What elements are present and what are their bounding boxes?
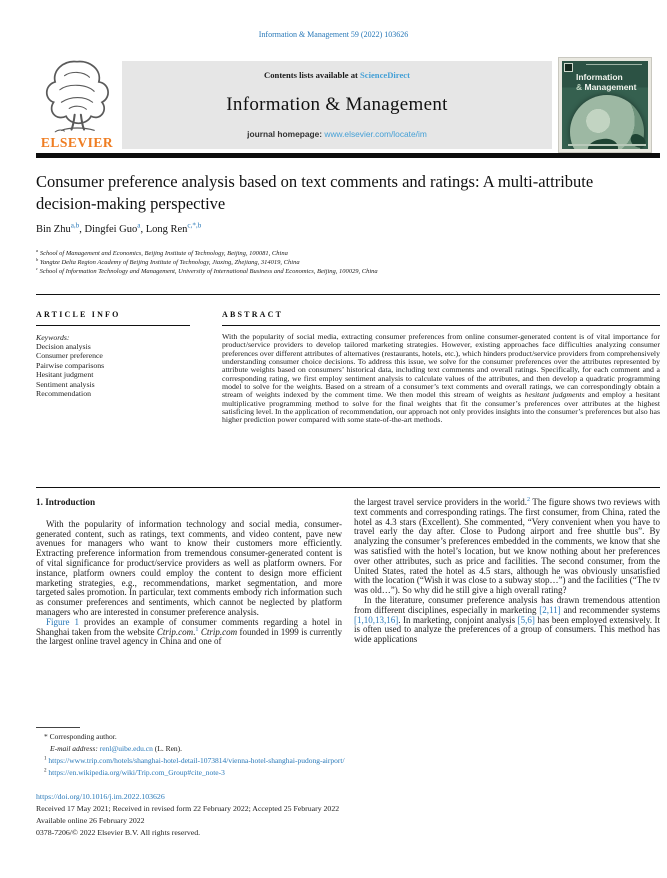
affiliation-c: $^c$ School of Information Technology and Management, University of International Business and Economics, Beijing, 100029, China bbox=[36, 265, 378, 275]
footnotes bbox=[36, 731, 656, 779]
issn-copyright: 0378-7206/© 2022 Elsevier B.V. All rights reserved. bbox=[36, 828, 201, 837]
abstract-text: With the popularity of social media, extracting consumer preferences from online consumer-generated content is of vital importance for product/service providers to develop tailored marketing strategies. However, existing approaches face difficulties analyzing consumer preferences over different attributes of alternatives (restaurants, hotels, etc.), which hinders product/service providers from comprehensively understanding consumer choice decisions. To address this issue, we solve for the consumer preferences over the attributes represented by attribute weights based on consumers’ historical data, including text comments and overall ratings. Specifically, for each comment and a corresponding rating, we first employ sentiment analysis to calculate values of the attributes, and then develop a quadratic programming model to solve for the weights. Based on a stream of a consumer’s text comments and overall ratings, we can correspondingly obtain a stream of weights indexed by the comment time. We then model this stream of weights as hesitant judgments and employ a hesitant multiplicative programming method to solve for the final weights that fit the consumer’s preferences over attributes at the highest satisficing level. In the application of recommendation, our approach not only provides insights into the consumer’s preferences but also has higher prediction power compared with some state-of-the-art methods. bbox=[222, 332, 660, 425]
cover-publisher-mark bbox=[564, 63, 573, 72]
paper-title: Consumer preference analysis based on text comments and ratings: A multi-attribute decision-making perspective bbox=[36, 172, 594, 213]
keyword-item: Pairwise comparisons bbox=[36, 360, 105, 370]
keyword-item: Recommendation bbox=[36, 389, 91, 399]
journal-header-box bbox=[122, 61, 552, 149]
author-line: Bin Zhu$^{a,b}$, Dingfei Guo$^a$, Long Ren$^{c,*,b}$ bbox=[36, 221, 202, 235]
abstract-bottom-divider bbox=[36, 487, 660, 488]
intro-paragraph-1: With the popularity of information technology and social media, consumer-generated content, such as ratings, text comments, and video content, pave new avenues for managers who want to know their customers more efficiently. Extracting preference information from tremendous consumer-generated content is of vital significance for product/service providers as well as platform owners. For instance, platform owners could employ the content to design more efficient marketing strategies, e.g., recommendations, market segmentation, and more targeted sales promotion. In particular, text comments embody rich information such as consumer preferences and sentiments, which cannot be neglected by platform managers who are interested in consumer preference analysis. bbox=[36, 518, 342, 617]
affiliations bbox=[36, 247, 656, 276]
cover-title bbox=[576, 73, 636, 92]
introduction-heading: 1. Introduction bbox=[36, 497, 96, 507]
journal-cover-art bbox=[562, 61, 648, 149]
intro-paragraph-3: In the literature, consumer preference analysis has drawn tremendous attention from different disciplines, especially in marketing [2,11] and recommender systems [1,10,13,16]. In marketing, conjoint analysis [5,6] has been employed extensively. It is often used to analyze the preferences of a group of consumers. This method has wide applications bbox=[354, 594, 660, 645]
received-dates: Received 17 May 2021; Received in revised form 22 February 2022; Accepted 25 February 2022 bbox=[36, 804, 340, 813]
keyword-item: Decision analysis bbox=[36, 342, 91, 351]
cover-globe-graphic bbox=[570, 95, 644, 149]
journal-cover-thumbnail[interactable] bbox=[558, 57, 652, 153]
journal-title: Information & Management bbox=[226, 93, 448, 115]
keyword-item: Consumer preference bbox=[36, 351, 103, 361]
keyword-item: Sentiment analysis bbox=[36, 379, 95, 389]
title-block-divider bbox=[36, 294, 660, 295]
homepage-prefix: journal homepage: bbox=[247, 129, 325, 139]
footnote-separator bbox=[36, 727, 80, 728]
contents-prefix: Contents lists available at bbox=[264, 70, 360, 80]
elsevier-tree-logo bbox=[38, 56, 116, 136]
cover-top-rule bbox=[586, 64, 642, 65]
article-info-section bbox=[36, 310, 190, 398]
affiliation-b: $^b$ Yangtze Delta Region Academy of Beijing Institute of Technology, Jiaxing, Zhejiang, 314019, China bbox=[36, 256, 300, 266]
doi-link[interactable]: https://doi.org/10.1016/j.im.2022.103626 bbox=[36, 792, 165, 801]
intro-paragraph-2: Figure 1 provides an example of consumer comments regarding a hotel in Shanghai taken from the website Ctrip.com.$^1$ Ctrip.com founded in 1999 is currently the largest online travel agency in China and one of bbox=[36, 616, 343, 647]
cover-title-amp: & bbox=[576, 81, 585, 92]
journal-citation: Information & Management 59 (2022) 103626 bbox=[258, 30, 409, 39]
abstract-section bbox=[222, 310, 660, 425]
abstract-heading: ABSTRACT bbox=[222, 310, 660, 326]
intro-paragraph-2-continued: the largest travel service providers in the world.$^2$ The figure shows two reviews with text comments and corresponding ratings. The first consumer, from China, rated the hotel as 4.3 stars (Excellent). She commented, “Very convenient when you have to travel early the day after. Close to Pudong airport and free shuttle bus”. By analyzing the consumer’s preferences embedded in the comments, we know that she was satisfied with the hotel’s location, but we know nothing about her preferences over other attributes, such as price and facilities. The second consumer, from the United States, rated the hotel as 4.5 stars, although he was obviously unsatisfied with the location (“Wish it was close to a subway stop…”) and the facilities (“The tv was old…”). So why did he still give a high overall rating? bbox=[354, 497, 661, 596]
affiliation-a: $^a$ School of Management and Economics, Beijing Institute of Technology, Beijing, 100081, China bbox=[36, 247, 288, 257]
article-info-heading: ARTICLE INFO bbox=[36, 310, 190, 326]
body-column-right bbox=[354, 498, 660, 645]
elsevier-logo-wordmark: ELSEVIER bbox=[40, 135, 114, 150]
corresponding-author-note: * Corresponding author. bbox=[44, 732, 117, 741]
publication-info bbox=[36, 791, 656, 839]
footnote-1: $^1$ https://www.trip.com/hotels/shanghai-hotel-detail-1073814/vienna-hotel-shanghai-pudong-airport/ bbox=[44, 755, 345, 765]
cover-title-line2: Management bbox=[584, 81, 637, 92]
keyword-item: Hesitant judgment bbox=[36, 370, 94, 380]
footnote-2: $^2$ https://en.wikipedia.org/wiki/Trip.com_Group#cite_note-3 bbox=[44, 767, 225, 777]
cover-bottom-rule bbox=[568, 144, 646, 146]
homepage-line bbox=[247, 129, 427, 139]
homepage-link[interactable]: www.elsevier.com/locate/im bbox=[324, 129, 427, 139]
keywords-label: Keywords: bbox=[36, 333, 70, 342]
cover-title-line1: Information bbox=[576, 72, 623, 82]
header-divider-bar bbox=[36, 153, 660, 158]
contents-line bbox=[264, 70, 410, 80]
sciencedirect-link[interactable]: ScienceDirect bbox=[360, 70, 410, 80]
email-note: E-mail address: renl@uibe.edu.cn (L. Ren). bbox=[50, 744, 183, 753]
available-online: Available online 26 February 2022 bbox=[36, 816, 145, 825]
body-column-left bbox=[36, 498, 342, 647]
